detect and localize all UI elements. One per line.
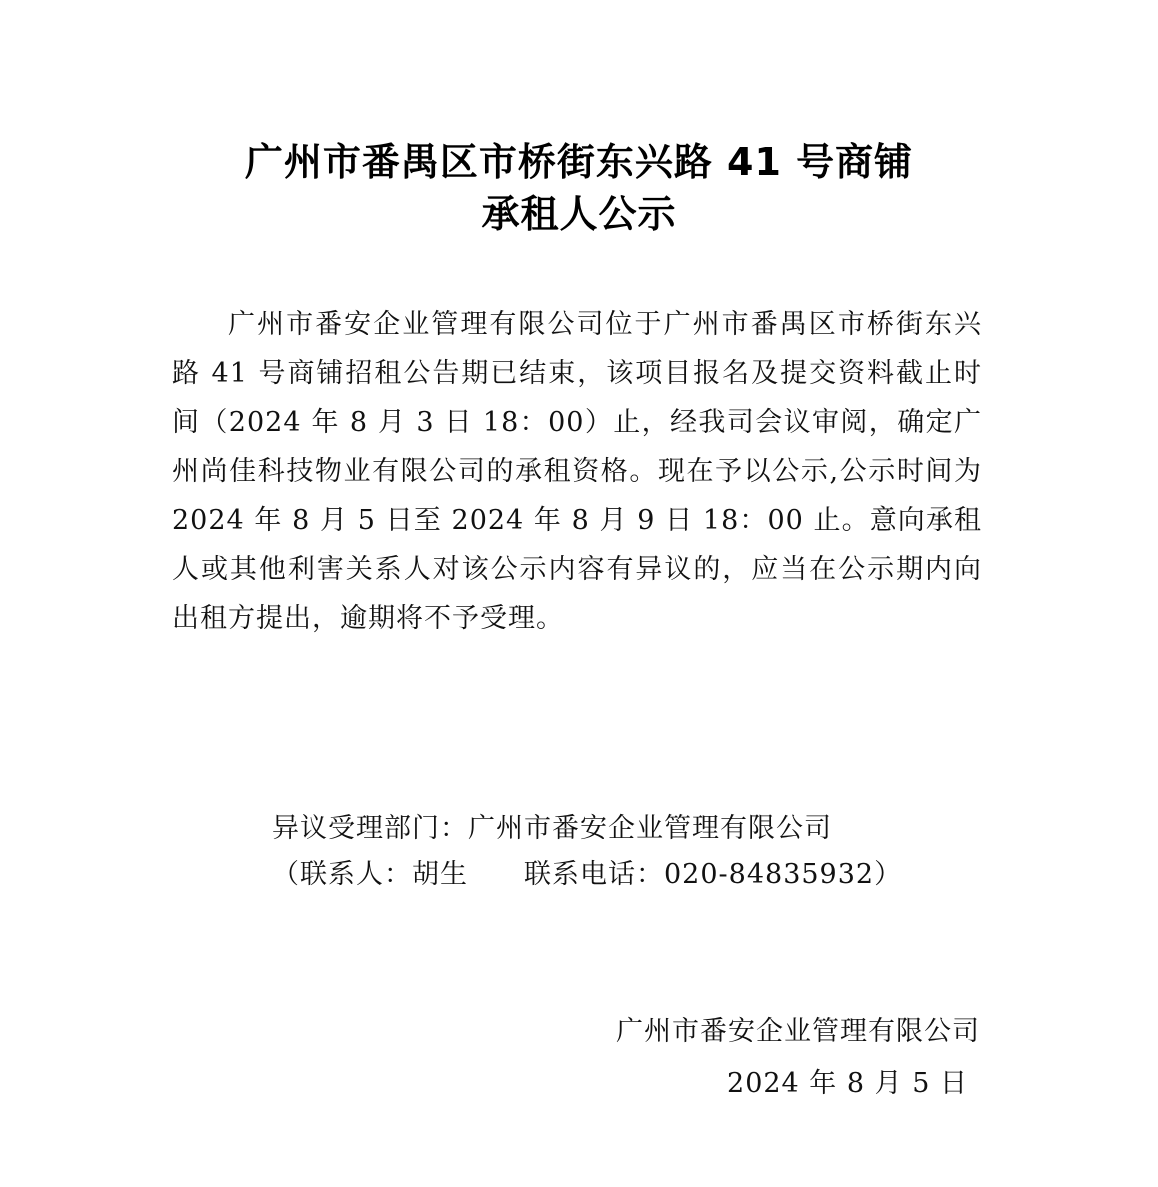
title-line-1: 广州市番禺区市桥街东兴路 41 号商铺 (244, 140, 914, 184)
objection-department: 异议受理部门：广州市番安企业管理有限公司 (272, 813, 832, 844)
signature-date: 2024 年 8 月 5 日 (727, 1068, 968, 1099)
contact-person-phone: （联系人：胡生 联系电话：020-84835932） (272, 859, 903, 890)
signature-block (616, 1006, 980, 1110)
document-title (0, 136, 1158, 240)
notice-paragraph: 广州市番安企业管理有限公司位于广州市番禺区市桥街东兴路 41 号商铺招租公告期已结束，该项目报名及提交资料截止时间（2024 年 8 月 3 日 18：00）止，经我司会议审阅，确定广州尚佳科技物业有限公司的承租资格。现在予以公示,公示时间为 2024 年 8 月 5 日至 2024 年 8 月 9 日 18：00 止。意向承租人或其他利害关系人对该公示内容有异议的，应当在公示期内向出租方提出，逾期将不予受理。 (172, 309, 982, 634)
contact-block (272, 806, 992, 898)
title-line-2: 承租人公示 (481, 192, 677, 236)
signature-company: 广州市番安企业管理有限公司 (616, 1016, 980, 1047)
